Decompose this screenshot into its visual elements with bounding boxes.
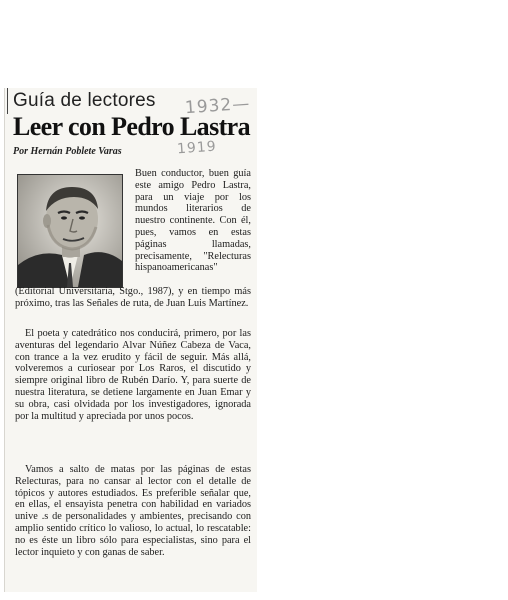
author-portrait-photo bbox=[17, 174, 123, 288]
paragraph-1-wrapped: Buen conductor, buen guía este amigo Pedro Lastra, para un viaje por los mundos literarios de nuestro continente. Con él, pues, vamos en estas páginas llamadas, precisamente, "Relecturas hispanoamericanas" bbox=[135, 168, 251, 274]
paragraph-2: El poeta y catedrático nos conducirá, primero, por las aventuras del legendario Alvar Núñez Cabeza de Vaca, con trance a la vez erudito y fácil de seguir. Más allá, volveremos a curiosear por Los Raros, el discutido y siempre original libro de Rubén Darío. Y, para suerte de nuestra literatura, se detiene largamente en Juan Emar y su obra, casi olvidada por los investigadores, ignorada por la multitud y apreciada por unos pocos. bbox=[15, 328, 251, 422]
article-byline: Por Hernán Poblete Varas bbox=[13, 146, 122, 157]
newspaper-clipping bbox=[4, 88, 257, 592]
column-rule bbox=[7, 88, 8, 114]
handwritten-note: 1919 bbox=[176, 138, 218, 158]
paragraph-1-continued: (Editorial Universitaria, Stgo., 1987), y en tiempo más próximo, tras las Señales de ruta, de Juan Luis Martínez. bbox=[15, 286, 251, 309]
paragraph-3: Vamos a salto de matas por las páginas de estas Relecturas, para no cansar al lector con el detalle de tópicos y autores estudiados. Es preferible señalar que, en ellas, el ensayista penetra con habilidad en variados unive .s de personalidades y ambientes, precisando con amplio sentido crítico lo valioso, lo actual, lo rescatable: no es éste un libro sólo para especialistas, sino para el lector inquieto y con ganas de saber. bbox=[15, 464, 251, 558]
section-kicker: Guía de lectores bbox=[13, 90, 156, 111]
article-headline: Leer con Pedro Lastra bbox=[13, 112, 251, 141]
handwritten-note: 1932— bbox=[184, 93, 251, 119]
portrait-image bbox=[18, 175, 122, 287]
